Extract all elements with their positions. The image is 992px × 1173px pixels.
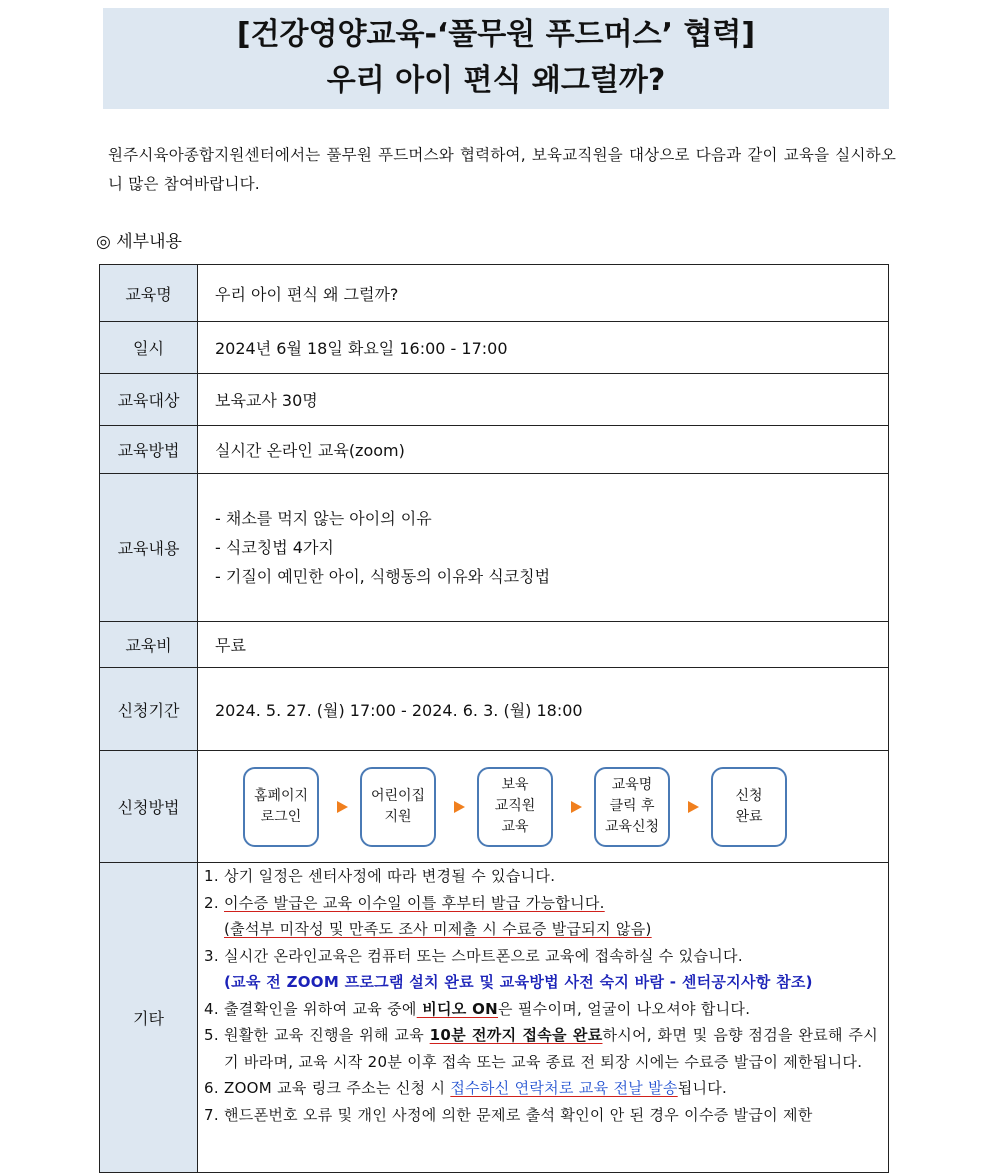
value-target: 보육교사 30명 [198, 374, 889, 426]
value-period: 2024. 5. 27. (월) 17:00 - 2024. 6. 3. (월) 18:00 [198, 668, 889, 751]
flow-step-click-apply: 교육명 클릭 후 교육신청 [594, 767, 670, 847]
intro-paragraph: 원주시육아종합지원센터에서는 풀무원 푸드머스와 협력하여, 보육교직원을 대상으로 다음과 같이 교육을 실시하오니 많은 참여바랍니다. [108, 146, 896, 193]
etc-item-3 [204, 943, 878, 970]
value-fee: 무료 [198, 622, 889, 668]
label-period: 신청기간 [100, 668, 198, 751]
value-apply [198, 751, 889, 863]
label-method: 교육방법 [100, 426, 198, 474]
etc-item-3-note [204, 969, 878, 996]
flow-step-staff-edu: 보육 교직원 교육 [477, 767, 553, 847]
etc-item-6 [204, 1075, 878, 1102]
value-etc [198, 863, 889, 1173]
etc-item-7 [204, 1102, 878, 1129]
etc-text: 실시간 온라인교육은 컴퓨터 또는 스마트폰으로 교육에 접속하실 수 있습니다. [224, 946, 743, 965]
etc-text: 은 필수이며, 얼굴이 나오셔야 합니다. [498, 999, 751, 1018]
etc-number: 2. [204, 893, 219, 912]
etc-item-1 [204, 863, 878, 890]
row-datetime [100, 322, 889, 374]
row-target [100, 374, 889, 426]
etc-item-2-note [204, 916, 878, 943]
etc-text: 출결확인을 위하여 교육 중에 [224, 999, 417, 1018]
label-apply: 신청방법 [100, 751, 198, 863]
document-title [103, 8, 889, 109]
etc-text: (교육 전 ZOOM 프로그램 설치 완료 및 교육방법 사전 숙지 바람 - 센터공지사항 참조) [224, 973, 813, 991]
etc-text-part: 하시어, 화면 및 음향 점검을 완료해 주시기 바라며, 교육 시작 20분 이후 접속 또는 교육 종료 전 퇴장 시에는 수료증 발급이 제한됩니다. [224, 1026, 878, 1071]
row-apply [100, 751, 889, 863]
arrow-right-icon [454, 801, 465, 813]
flow-step-daycare: 어린이집 지원 [360, 767, 436, 847]
row-fee [100, 622, 889, 668]
details-table [99, 264, 889, 1173]
etc-text: ZOOM 교육 링크 주소는 신청 시 [224, 1079, 451, 1097]
arrow-right-icon [571, 801, 582, 813]
section-heading [96, 230, 182, 254]
etc-text: 이수증 발급은 교육 이수일 이틀 후부터 발급 가능합니다. [224, 893, 605, 912]
value-datetime: 2024년 6월 18일 화요일 16:00 - 17:00 [198, 322, 889, 374]
etc-emphasis: 10분 전까지 접속을 완료 [429, 1026, 603, 1044]
value-course-name: 우리 아이 편식 왜 그럴까? [198, 265, 889, 322]
etc-number: 5. [204, 1026, 219, 1044]
row-method [100, 426, 889, 474]
arrow-right-icon [337, 801, 348, 813]
etc-text [224, 1022, 878, 1075]
label-datetime: 일시 [100, 322, 198, 374]
label-etc: 기타 [100, 863, 198, 1173]
label-target: 교육대상 [100, 374, 198, 426]
circle-marker-icon: ◎ [96, 232, 111, 252]
row-content [100, 474, 889, 622]
etc-text: (출석부 미작성 및 만족도 조사 미제출 시 수료증 발급되지 않음) [224, 920, 652, 938]
flow-step-complete: 신청 완료 [711, 767, 787, 847]
apply-flow [198, 767, 888, 847]
etc-text: 상기 일정은 센터사정에 따라 변경될 수 있습니다. [224, 867, 556, 885]
etc-text: 됩니다. [677, 1079, 728, 1097]
etc-emphasis: 접수하신 연락처로 교육 전날 발송 [450, 1079, 678, 1097]
label-fee: 교육비 [100, 622, 198, 668]
etc-item-5 [204, 1022, 878, 1075]
flow-step-login: 홈페이지 로그인 [243, 767, 319, 847]
etc-item-4 [204, 996, 878, 1023]
row-etc [100, 863, 889, 1173]
value-content [198, 474, 889, 622]
content-item: - 식코칭법 4가지 [215, 538, 334, 557]
etc-emphasis: 비디오 ON [416, 999, 499, 1018]
arrow-right-icon [688, 801, 699, 813]
section-heading-label: 세부내용 [116, 232, 182, 252]
title-line-2: 우리 아이 편식 왜그럴까? [326, 63, 666, 98]
etc-number: 7. [204, 1105, 219, 1124]
row-period [100, 668, 889, 751]
etc-number: 3. [204, 946, 219, 965]
etc-number: 1. [204, 867, 219, 885]
value-method: 실시간 온라인 교육(zoom) [198, 426, 889, 474]
label-content: 교육내용 [100, 474, 198, 622]
etc-item-2 [204, 890, 878, 917]
etc-text: 핸드폰번호 오류 및 개인 사정에 의한 문제로 출석 확인이 안 된 경우 이수증 발급이 제한 [224, 1105, 813, 1124]
etc-number: 6. [204, 1079, 219, 1097]
content-item: - 채소를 먹지 않는 아이의 이유 [215, 509, 432, 528]
etc-text-part: 원활한 교육 진행을 위해 교육 [224, 1026, 430, 1044]
etc-number: 4. [204, 999, 219, 1018]
row-course-name [100, 265, 889, 322]
content-item: - 기질이 예민한 아이, 식행동의 이유와 식코칭법 [215, 567, 551, 586]
label-course-name: 교육명 [100, 265, 198, 322]
title-line-1: [건강영양교육-‘풀무원 푸드머스’ 협력] [236, 17, 756, 52]
